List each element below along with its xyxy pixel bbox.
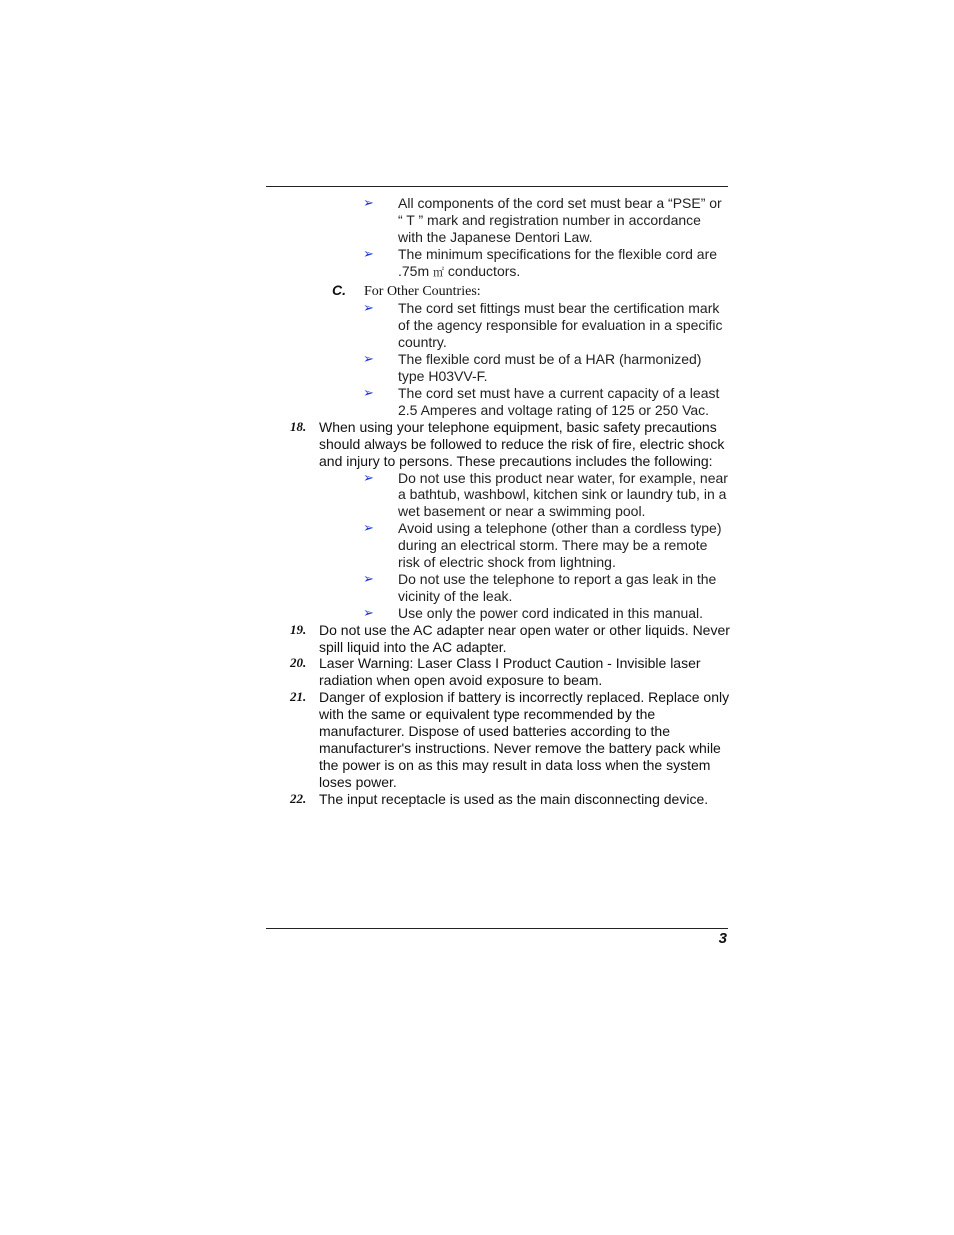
item-number: 20. xyxy=(290,655,307,671)
bullet-text: Use only the power cord indicated in this manual. xyxy=(398,604,704,621)
list-item xyxy=(363,351,728,385)
bullet-text: The flexible cord must be of a HAR (harmonized) type H03VV-F. xyxy=(398,351,702,385)
section-label: C. xyxy=(332,281,346,298)
arrow-bullet-icon: ➢ xyxy=(363,245,374,261)
bullet-text: The cord set fittings must bear the certification mark of the agency responsible for evaluation in a specific country. xyxy=(398,300,723,351)
item-text: Laser Warning: Laser Class I Product Caution - Invisible laser radiation when open avoid exposure to beam. xyxy=(319,655,701,689)
header-rule xyxy=(266,186,728,187)
arrow-bullet-icon: ➢ xyxy=(363,384,374,400)
item-text: Do not use the AC adapter near open water or other liquids. Never spill liquid into the AC adapter. xyxy=(319,621,730,655)
section-title: For Other Countries: xyxy=(364,283,481,299)
item-text: Danger of explosion if battery is incorrectly replaced. Replace only with the same or equivalent type recommended by the manufacturer. Dispose of used batteries according to the manufacturer's instructions. Never remove the battery pack while the power is on as this may result in data loss when the system loses power. xyxy=(319,689,730,790)
footer-rule xyxy=(266,928,728,929)
item-text: When using your telephone equipment, basic safety precautions should always be followed to reduce the risk of fire, electric shock and injury to persons. These precautions includes the following: xyxy=(319,418,725,469)
list-item xyxy=(363,195,728,246)
bullet-text: Do not use this product near water, for example, near a bathtub, washbowl, kitchen sink or laundry tub, in a wet basement or near a swimming pool. xyxy=(398,469,728,520)
arrow-bullet-icon: ➢ xyxy=(363,604,374,620)
bullet-text: Avoid using a telephone (other than a cordless type) during an electrical storm. There may be a remote risk of electric shock from lightning. xyxy=(398,520,722,571)
item-number: 19. xyxy=(290,621,307,637)
arrow-bullet-icon: ➢ xyxy=(363,570,374,586)
section-other-countries xyxy=(332,281,738,301)
item-number: 18. xyxy=(290,418,307,434)
page-content xyxy=(288,195,738,808)
item-number: 21. xyxy=(290,689,307,705)
arrow-bullet-icon: ➢ xyxy=(363,520,374,536)
list-item xyxy=(363,604,728,622)
numbered-item xyxy=(288,689,738,790)
arrow-bullet-icon: ➢ xyxy=(363,300,374,316)
numbered-item xyxy=(288,791,738,808)
list-item xyxy=(363,245,728,282)
list-item xyxy=(363,469,728,521)
bullet-text: All components of the cord set must bear a “PSE” or “ T ” mark and registration number in accordance with the Japanese Dentori Law. xyxy=(398,195,722,245)
numbered-item xyxy=(288,419,738,470)
item-number: 22. xyxy=(290,790,307,806)
numbered-item xyxy=(288,655,738,689)
arrow-bullet-icon: ➢ xyxy=(363,351,374,367)
list-item xyxy=(363,300,728,351)
item-text: The input receptacle is used as the main disconnecting device. xyxy=(319,790,709,807)
bullet-text: Do not use the telephone to report a gas leak in the vicinity of the leak. xyxy=(398,570,717,604)
page-number: 3 xyxy=(718,930,727,947)
list-item xyxy=(363,570,728,605)
arrow-bullet-icon: ➢ xyxy=(363,195,374,210)
list-item xyxy=(363,520,728,571)
unit-symbol: ㎡ xyxy=(433,265,445,279)
list-item xyxy=(363,384,728,419)
bullet-text: The cord set must have a current capacity of a least 2.5 Amperes and voltage rating of 125 or 250 Vac. xyxy=(398,384,720,418)
numbered-item xyxy=(288,622,738,656)
bullet-text: The minimum specifications for the flexible cord are .75m ㎡ conductors. xyxy=(398,245,718,279)
arrow-bullet-icon: ➢ xyxy=(363,469,374,485)
